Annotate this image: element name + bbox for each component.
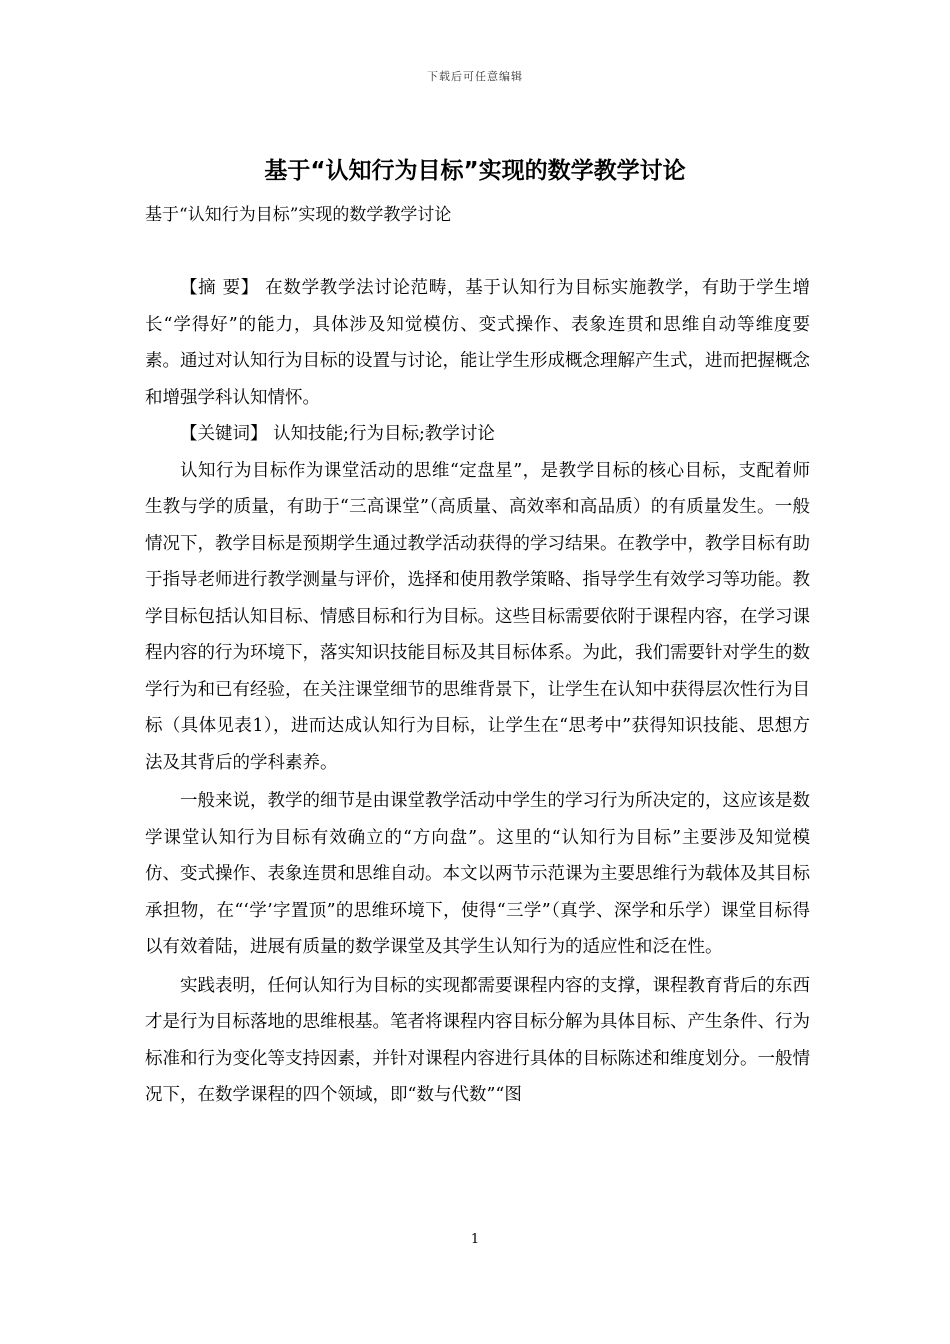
body-paragraph-2: 一般来说，教学的细节是由课堂教学活动中学生的学习行为所决定的，这应该是数学课堂认知行为目标有效确立的“方向盘”。这里的“认知行为目标”主要涉及知觉模仿、变式操作、表象连贯和思维自动。本文以两节示范课为主要思维行为载体及其目标承担物，在“‘学’字置顶”的思维环境下，使得“三学”（真学、深学和乐学）课堂目标得以有效着陆，进展有质量的数学课堂及其学生认知行为的适应性和泛在性。 (145, 791, 810, 957)
abstract-label: 【摘 要】 (180, 278, 259, 298)
abstract-text: 在数学教学法讨论范畴，基于认知行为目标实施教学，有助于学生增长“学得好”的能力，具体涉及知觉模仿、变式操作、表象连贯和思维自动等维度要素。通过对认知行为目标的设置与讨论，能让学生形成概念理解产生式，进而把握概念和增强学科认知情怀。 (145, 278, 811, 408)
document-title: 基于“认知行为目标”实现的数学教学讨论 (264, 158, 686, 184)
page-number: 1 (470, 1232, 480, 1247)
keywords-paragraph (145, 416, 810, 453)
document-subtitle: 基于“认知行为目标”实现的数学教学讨论 (145, 205, 452, 225)
body-paragraph-3: 实践表明，任何认知行为目标的实现都需要课程内容的支撑，课程教育背后的东西才是行为目标落地的思维根基。笔者将课程内容目标分解为具体目标、产生条件、行为标准和行为变化等支持因素，并针对课程内容进行具体的目标陈述和维度划分。一般情况下，在数学课程的四个领域，即“数与代数”“图 (145, 975, 810, 1105)
page-header-note: 下载后可任意编辑 (427, 70, 523, 83)
keywords-text: 认知技能;行为目标;教学讨论 (267, 424, 495, 444)
keywords-label: 【关键词】 (180, 424, 268, 444)
body-paragraph-1: 认知行为目标作为课堂活动的思维“定盘星”，是教学目标的核心目标，支配着师生教与学的质量，有助于“三高课堂”（高质量、高效率和高品质）的有质量发生。一般情况下，教学目标是预期学生通过教学活动获得的学习结果。在教学中，教学目标有助于指导老师进行教学测量与评价，选择和使用教学策略、指导学生有效学习等功能。教学目标包括认知目标、情感目标和行为目标。这些目标需要依附于课程内容，在学习课程内容的行为环境下，落实知识技能目标及其目标体系。为此，我们需要针对学生的数学行为和已有经验，在关注课堂细节的思维背景下，让学生在认知中获得层次性行为目标（具体见表1），进而达成认知行为目标，让学生在“思考中”获得知识技能、思想方法及其背后的学科素养。 (145, 460, 810, 773)
document-body (145, 270, 810, 1114)
abstract-paragraph (145, 270, 810, 416)
